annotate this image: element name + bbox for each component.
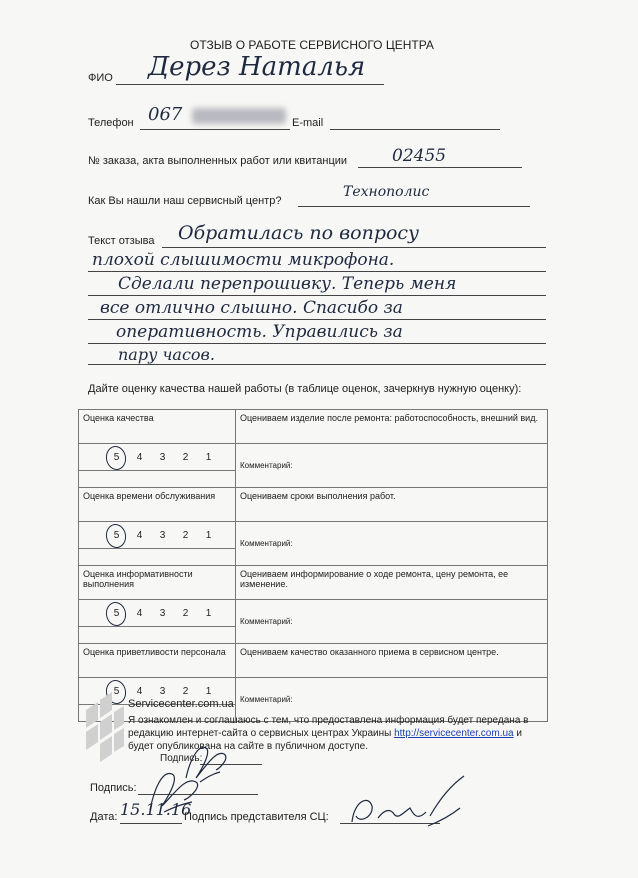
score-option[interactable]: 1 [205, 607, 212, 619]
comment-label: Комментарий: [240, 695, 293, 704]
review-line-1 [162, 247, 546, 248]
score-option[interactable]: 2 [182, 607, 189, 619]
score-option[interactable]: 3 [159, 529, 166, 541]
review-line-5 [88, 343, 546, 344]
review-text-1: Обратилась по вопросу [178, 222, 420, 244]
consent-text: редакцию интернет-сайта о сервисных центрах Украины [128, 728, 395, 739]
order-label: № заказа, акта выполненных работ или квитанции [88, 155, 348, 167]
score-option[interactable]: 4 [136, 529, 143, 541]
order-underline [358, 167, 522, 168]
rating-description: Оцениваем изделие после ремонта: работоспособность, внешний вид. [236, 410, 548, 444]
phone-redacted [192, 108, 286, 124]
rating-row-time-scores [79, 522, 548, 549]
source-label: Как Вы нашли наш сервисный центр? [88, 195, 282, 207]
score-option[interactable]: 5 [105, 530, 128, 541]
comment-label: Комментарий: [240, 539, 293, 548]
rating-title: Оценка времени обслуживания [79, 488, 236, 522]
review-text-4: все отлично слышно. Спасибо за [100, 298, 403, 318]
rating-description: Оцениваем качество оказанного приема в сервисном центре. [236, 644, 548, 678]
consent-text-end: и [513, 728, 522, 739]
rating-description: Оцениваем сроки выполнения работ. [236, 488, 548, 522]
site-name: Servicecenter.com.ua [128, 698, 234, 710]
rating-intro: Дайте оценку качества нашей работы (в таблице оценок, зачеркнув нужную оценку): [88, 383, 522, 395]
fio-label: ФИО [88, 72, 113, 84]
score-option[interactable]: 4 [136, 451, 143, 463]
score-option[interactable]: 4 [136, 607, 143, 619]
rating-title: Оценка информативности выполнения [79, 566, 236, 600]
rating-row-quality-scores [79, 444, 548, 471]
score-option[interactable]: 3 [159, 607, 166, 619]
empty-cell [79, 549, 236, 566]
date-line [120, 823, 182, 824]
rating-table [78, 409, 548, 722]
source-underline [298, 206, 530, 207]
score-group [79, 444, 236, 471]
score-group [79, 600, 236, 627]
empty-cell [79, 471, 236, 488]
phone-label: Телефон [88, 117, 134, 129]
review-line-6 [88, 364, 546, 365]
consent-line-3: будет опубликована на сайте в публичном доступе. [128, 741, 368, 752]
consent-line-1: Я ознакомлен и соглашаюсь с тем, что предоставлена информация будет передана в [128, 715, 529, 726]
review-line-3 [88, 295, 546, 296]
rating-title: Оценка качества [79, 410, 236, 444]
score-option[interactable]: 2 [182, 451, 189, 463]
consent-link[interactable]: http://servicecenter.com.ua [394, 728, 514, 739]
email-label: E-mail [292, 117, 324, 129]
score-option[interactable]: 4 [136, 685, 143, 697]
review-line-2 [88, 271, 546, 272]
review-text-6: пару часов. [118, 345, 215, 364]
phone-value: 067 [148, 104, 183, 125]
rating-title: Оценка приветливости персонала [79, 644, 236, 678]
rating-row-time-header [79, 488, 548, 522]
score-option[interactable]: 2 [182, 685, 189, 697]
date-value: 15.11.16 [120, 800, 192, 819]
comment-label: Комментарий: [240, 461, 293, 470]
rating-row-info-header [79, 566, 548, 600]
fio-underline [116, 84, 384, 85]
review-text-3: Сделали перепрошивку. Теперь меня [118, 274, 457, 294]
review-label: Текст отзыва [88, 235, 155, 247]
rating-row-info-scores [79, 600, 548, 627]
form-title: ОТЗЫВ О РАБОТЕ СЕРВИСНОГО ЦЕНТРА [190, 38, 434, 52]
comment-cell [236, 522, 548, 566]
email-underline [330, 129, 500, 130]
rating-row-quality-header [79, 410, 548, 444]
score-option[interactable]: 3 [159, 685, 166, 697]
comment-cell [236, 444, 548, 488]
score-option[interactable]: 5 [105, 608, 128, 619]
servicecenter-logo-icon [84, 690, 126, 768]
fio-value: Дерез Наталья [148, 52, 366, 82]
score-option[interactable]: 1 [205, 685, 212, 697]
score-option[interactable]: 1 [205, 451, 212, 463]
phone-underline [140, 129, 290, 130]
comment-cell [236, 600, 548, 644]
source-value: Технополис [343, 184, 430, 200]
order-value: 02455 [392, 146, 447, 166]
score-option[interactable]: 2 [182, 529, 189, 541]
consent-sign-label: Подпись: [160, 753, 203, 764]
empty-cell [79, 627, 236, 644]
review-text-2: плохой слышимости микрофона. [92, 250, 395, 270]
rep-signature [338, 772, 474, 842]
score-option[interactable]: 1 [205, 529, 212, 541]
review-line-4 [88, 319, 546, 320]
date-label: Дата: [90, 811, 118, 823]
score-option[interactable]: 5 [105, 452, 128, 463]
signature-label: Подпись: [90, 782, 137, 794]
review-text-5: оперативность. Управились за [116, 322, 403, 342]
score-option[interactable]: 5 [105, 686, 128, 697]
rating-description: Оцениваем информирование о ходе ремонта, цену ремонта, ее изменение. [236, 566, 548, 600]
rating-row-staff-header [79, 644, 548, 678]
comment-label: Комментарий: [240, 617, 293, 626]
score-option[interactable]: 3 [159, 451, 166, 463]
score-group [79, 522, 236, 549]
rep-sign-label: Подпись представителя СЦ: [184, 811, 329, 823]
